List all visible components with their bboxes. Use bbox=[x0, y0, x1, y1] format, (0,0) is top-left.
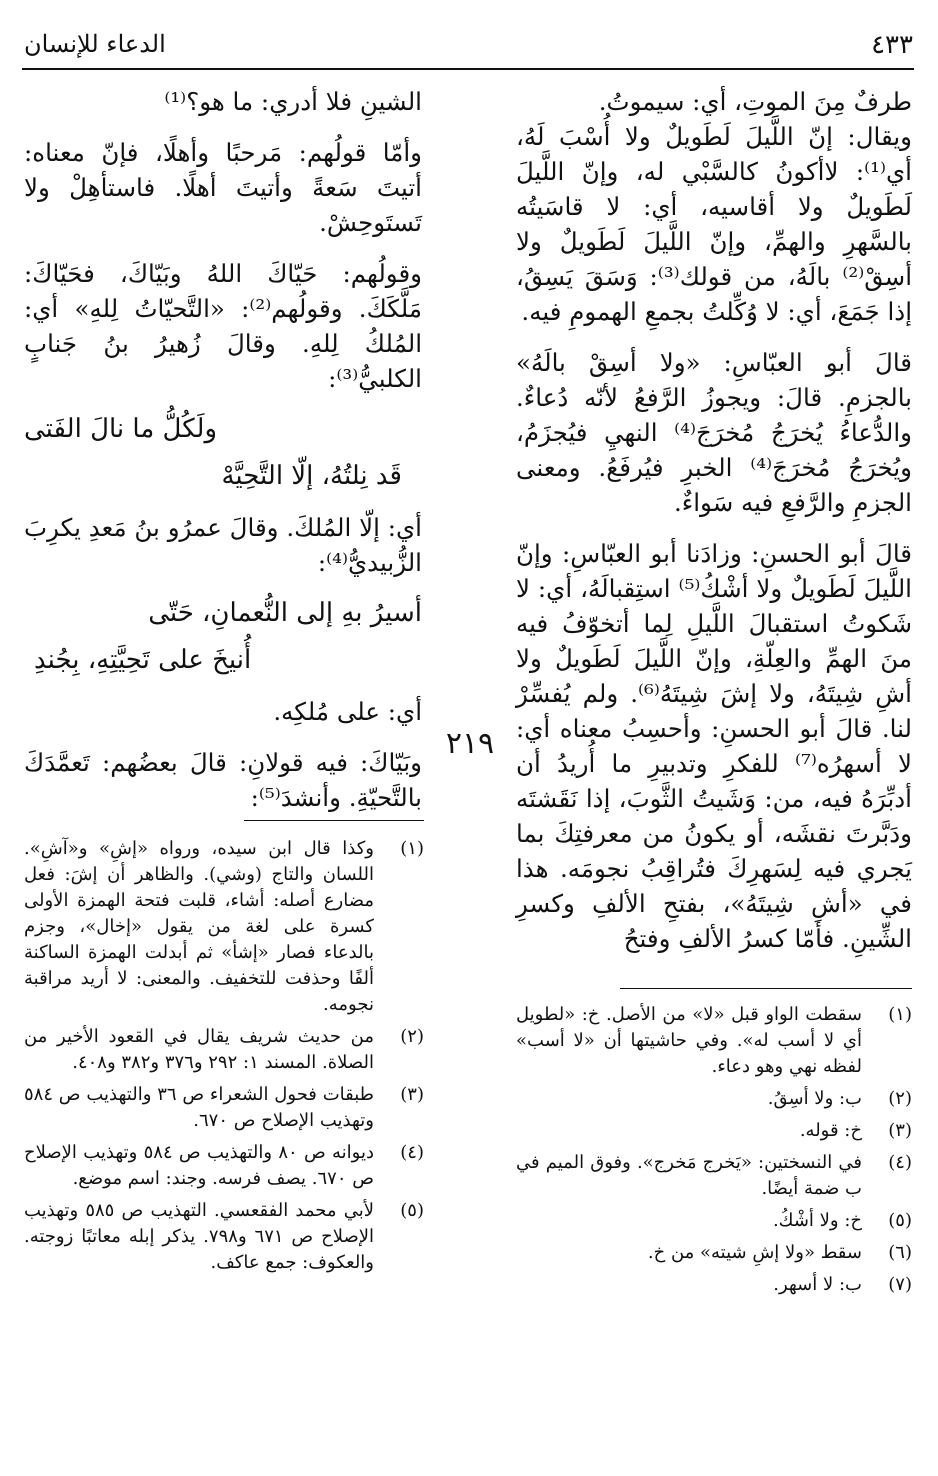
footnote-number: (٧) bbox=[888, 1274, 912, 1295]
footnote bbox=[516, 1118, 912, 1144]
footnote-number: (٦) bbox=[888, 1242, 912, 1263]
margin-page-reference: ٢١٩ bbox=[445, 726, 495, 761]
paragraph: أي: إلّا المُلكَ. وقالَ عمرُو بنُ مَعدِ يكرِبَ الزُّبيديُّ⁽⁴⁾: bbox=[24, 513, 422, 577]
footnote-rule bbox=[620, 988, 912, 989]
header-rule bbox=[22, 68, 914, 70]
paragraph: قالَ أبو العبّاسِ: «ولا أسِقْ بالَهُ» بالجزمِ. قالَ: ويجوزُ الرَّفعُ لأنّه دُعاءٌ. والدُّعاءُ يُخرَجُ مُخرَجَ⁽⁴⁾ النهيِ فيُجزَمُ، ويُخرَجُ مُخرَجَ⁽⁴⁾ الخبرِ فيُرفَعُ. ومعنى الجزمِ والرَّفعِ فيه سَواءٌ. bbox=[516, 348, 912, 517]
footnote-number: (٤) bbox=[400, 1142, 424, 1163]
verse-block bbox=[24, 406, 422, 500]
running-title: الدعاء للإنسان bbox=[24, 30, 166, 58]
footnote-text: من حديث شريف يقال في القعود الأخير من الصلاة. المسند ١: ٢٩٢ و٣٧٦ و٣٨٢ و٤٠٨. bbox=[24, 1026, 374, 1073]
right-text-column bbox=[516, 84, 912, 956]
footnote bbox=[516, 1086, 912, 1112]
footnote-text: في النسختين: «يَخرج مَخرج». وفوق الميم في ب ضمة أيضًا. bbox=[516, 1152, 862, 1199]
footnote-text: وكذا قال ابن سيده، ورواه «إشِ» و«آشِ». اللسان والتاج (وشي). والظاهر أن إشَ: فعل مضارع أصله: أشاء، قلبت فتحة الهمزة الأولى كسرة على لغة من يقول «إخال»، وجزم بالدعاء فصار «إشأ» ثم أبدلت الهمزة الساكنة ألفًا وحذفت للتخفيف. والمعنى: لا أريد مراقبة نجومه. bbox=[24, 838, 374, 1015]
footnote-text: لأبي محمد الفقعسي. التهذيب ص ٥٨٥ وتهذيب الإصلاح ص ٦٧١ و٧٩٨. يذكر إبله معاتبًا زوجته. والعكوف: جمع عاكف. bbox=[24, 1200, 374, 1273]
footnote bbox=[24, 1140, 424, 1192]
footnote-number: (١) bbox=[888, 1004, 912, 1025]
footnote-text: ديوانه ص ٨٠ والتهذيب ص ٥٨٤ وتهذيب الإصلاح ص ٦٧٠. يصف فرسه. وجند: اسم موضع. bbox=[24, 1142, 374, 1189]
footnote-number: (١) bbox=[400, 838, 424, 859]
paragraph: أي: على مُلكِه. bbox=[273, 697, 422, 726]
footnote-number: (٥) bbox=[888, 1210, 912, 1231]
footnote-number: (٢) bbox=[888, 1088, 912, 1109]
footnote-rule bbox=[244, 820, 424, 821]
paragraph: الشينِ فلا أدري: ما هو؟⁽¹⁾ bbox=[164, 87, 422, 116]
footnote bbox=[24, 1198, 424, 1276]
left-text-column bbox=[24, 84, 422, 815]
footnote bbox=[516, 1208, 912, 1234]
footnote bbox=[516, 1002, 912, 1080]
footnote-text: خ: ولا أشْكُ. bbox=[772, 1210, 862, 1231]
paragraph: وبَيّاكَ: فيه قولانِ: قالَ بعضُهم: تَعمَّدَكَ بالتَّحيّةِ. وأنشدَ⁽⁵⁾: bbox=[24, 748, 422, 812]
paragraph: قالَ أبو الحسنِ: وزادَنا أبو العبّاسِ: وإنّ اللَّيلَ لَطَويلٌ ولا أشْكُ⁽⁵⁾ استِقبالَهُ، أي: لا شَكوتُ استقبالَ اللَّيلِ لِما أتخوّفُ فيه منَ الهمِّ والعِلّةِ، وإنّ اللَّيلَ لَطَويلٌ ولا أشِ شِيتَهُ، ولا إشَ شِيتَهُ⁽⁶⁾. ولم يُفسِّرْ لنا. قالَ أبو الحسنِ: وأحسِبُ معناه أي: لا أسهرُه⁽⁷⁾ للفكرِ وتدبيرِ ما أُريدُ أن أدبِّرَهُ فيه، من: وَشَيتُ الثَّوبَ، إذا نَقَشتَه ودَبَّرتَ نقشَه، أو يكونُ من معرفتِكَ بما يَجري فيه لِسَهرِكَ فتُراقِبُ نجومَه. هذا في «أشِ شِيتَهُ»، بفتحِ الألفِ وكسرِ الشِّينِ. فأمّا كسرُ الألفِ وفتحُ bbox=[516, 539, 913, 953]
paragraph: ويقال: إنّ اللَّيلَ لَطَويلٌ ولا أُسْبَ لَهُ، أي⁽¹⁾: لاأكونُ كالسَّبْي له، وإنّ اللَّيلَ لَطَويلٌ ولا أقاسيه، أي: لا قاسَيتُه بالسَّهرِ والهمِّ، وإنّ اللَّيلَ لَطَويلٌ ولا أسِقْ⁽²⁾ بالَهُ، من قولك⁽³⁾: وَسَقَ يَسِقُ، إذا جَمَعَ، أي: لا وُكِّلتُ بجمعِ الهمومِ فيه. bbox=[516, 122, 913, 326]
footnotes-left bbox=[24, 836, 424, 1282]
footnote-text: ب: ولا أسِقُ. bbox=[767, 1088, 862, 1109]
footnote bbox=[516, 1150, 912, 1202]
footnote-text: سقطت الواو قبل «لا» من الأصل. خ: «لطويل أي لا أسب له». وفي حاشيتها أن «لا أسب» لفظه نهي وهو دعاء. bbox=[516, 1004, 862, 1077]
paragraph: وأمّا قولُهم: مَرحبًا وأهلًا، فإنّ معناه: أتيتَ سَعةً وأتيتَ أهلًا. فاستأهِلْ ولا تَستَوحِشْ. bbox=[24, 138, 422, 237]
verse-hemistich: ولَكُلُّ ما نالَ الفَتى bbox=[24, 414, 218, 444]
paragraph: وقولُهم: حَيّاكَ اللهُ وبَيّاكَ، فحَيّاكَ: مَلَّكَكَ. وقولُهم⁽²⁾: «التَّحيّاتُ لِلهِ» أي: المُلكُ لِلهِ. وقالَ زُهيرُ بنُ جَنابٍ الكلبيُّ⁽³⁾: bbox=[24, 259, 422, 393]
verse-hemistich: أسيرُ بهِ إلى النُّعمانِ، حَتّى bbox=[148, 598, 422, 628]
verse-hemistich: قَد نِلتُهُ، إلّا التَّحِيَّهْ bbox=[221, 461, 402, 491]
footnote-text: ب: لا أسهر. bbox=[773, 1274, 862, 1295]
verse-hemistich: أُنيخَ على تَحِيَّتِهِ، بِجُندِ bbox=[34, 645, 252, 675]
footnote bbox=[516, 1240, 912, 1266]
page-number: ٤٣٣ bbox=[871, 30, 913, 60]
verse-block bbox=[24, 590, 422, 684]
footnote bbox=[24, 1082, 424, 1134]
footnote-number: (٤) bbox=[888, 1152, 912, 1173]
footnote-text: سقط «ولا إشِ شيته» من خ. bbox=[647, 1242, 862, 1263]
footnote-number: (٢) bbox=[400, 1026, 424, 1047]
footnote-number: (٣) bbox=[400, 1084, 424, 1105]
paragraph: طرفٌ مِنَ الموتِ، أي: سيموتُ. bbox=[598, 87, 912, 116]
footnote bbox=[24, 836, 424, 1018]
footnotes-right bbox=[516, 1002, 912, 1304]
footnote-text: خ: قوله. bbox=[799, 1120, 862, 1141]
footnote-text: طبقات فحول الشعراء ص ٣٦ والتهذيب ص ٥٨٤ وتهذيب الإصلاح ص ٦٧٠. bbox=[24, 1084, 374, 1131]
footnote bbox=[516, 1272, 912, 1298]
footnote-number: (٥) bbox=[400, 1200, 424, 1221]
footnote-number: (٣) bbox=[888, 1120, 912, 1141]
footnote bbox=[24, 1024, 424, 1076]
